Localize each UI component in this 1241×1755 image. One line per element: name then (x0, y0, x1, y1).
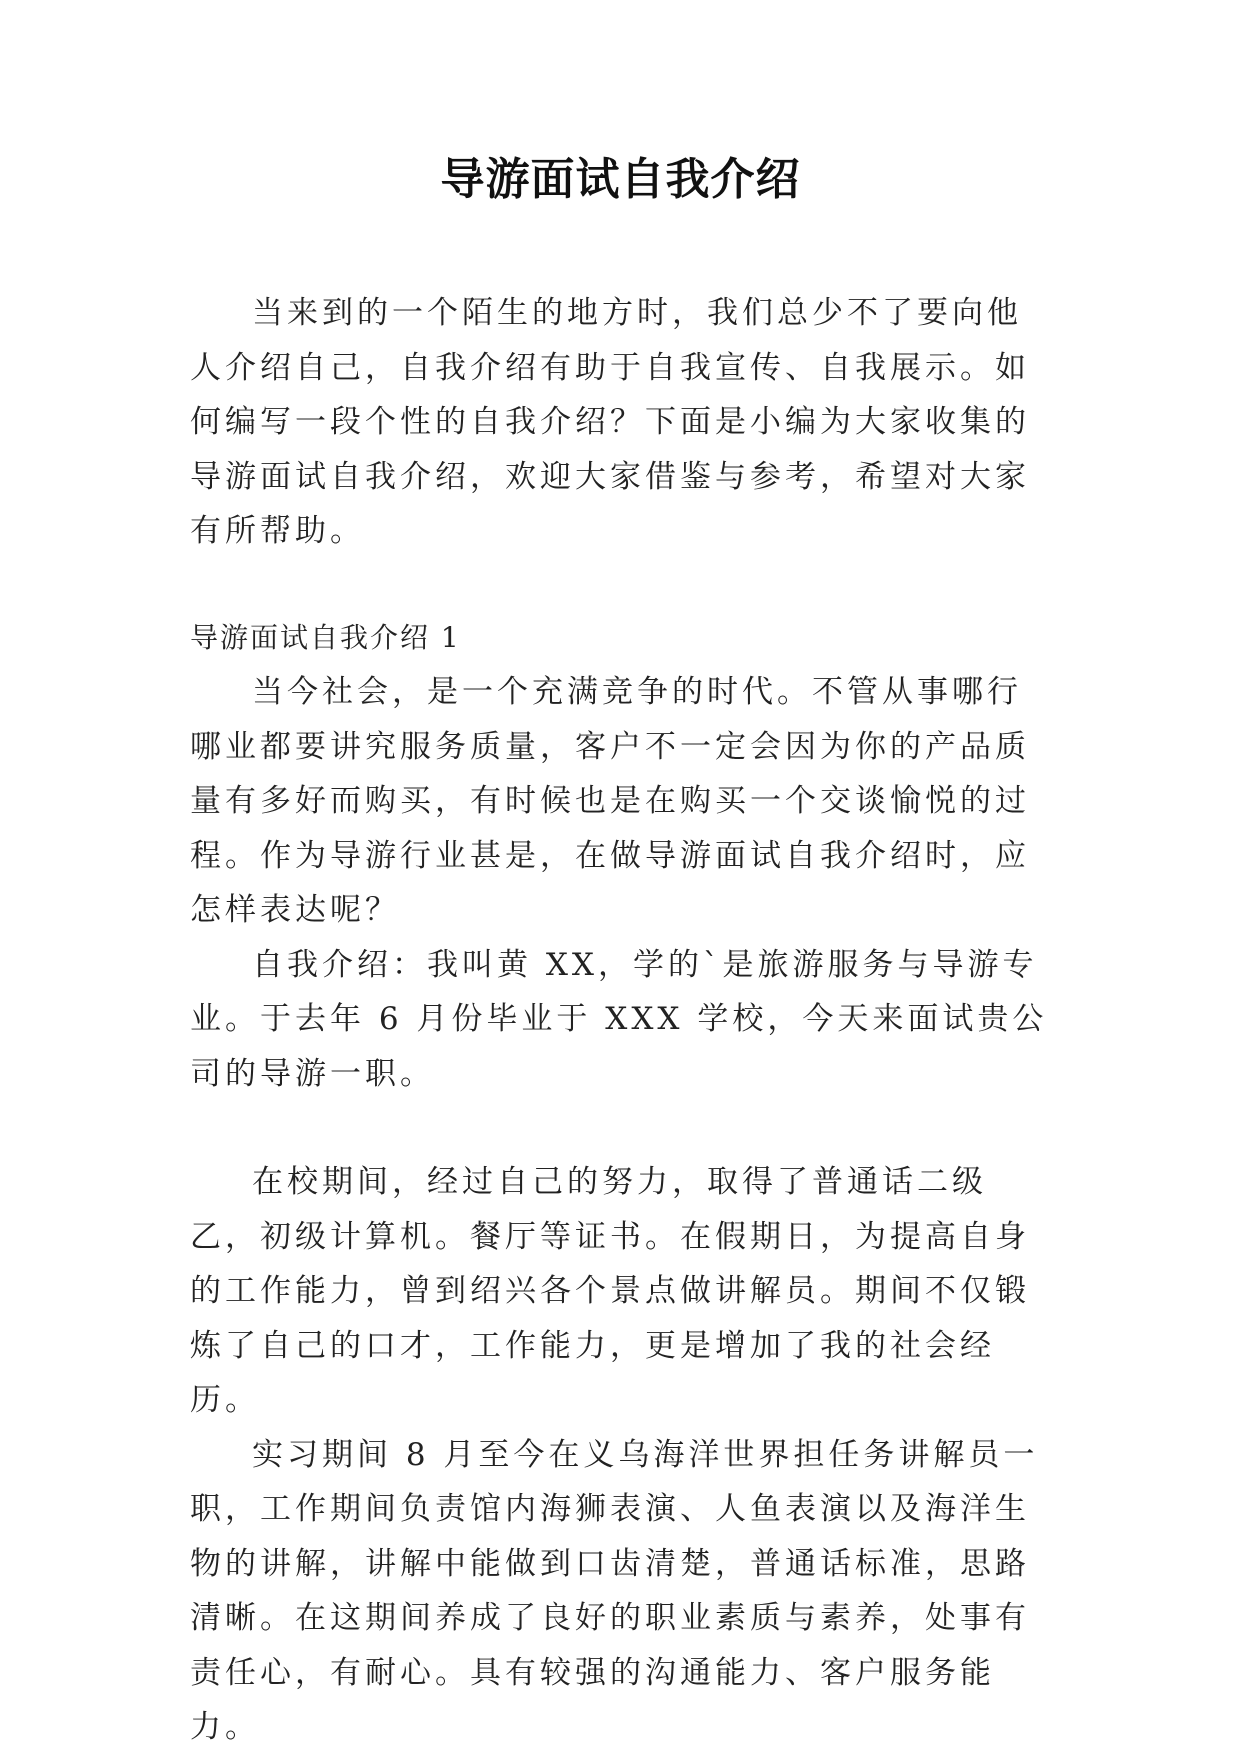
section-heading: 导游面试自我介绍 1 (190, 620, 461, 654)
intro-paragraph: 当来到的一个陌生的地方时，我们总少不了要向他人介绍自己，自我介绍有助于自我宣传、自我展示。如何编写一段个性的自我介绍？下面是小编为大家收集的导游面试自我介绍，欢迎大家借鉴与参考，希望对大家有所帮助。 (190, 295, 1030, 549)
body-paragraph: 当今社会，是一个充满竞争的时代。不管从事哪行哪业都要讲究服务质量，客户不一定会因为你的产品质量有多好而购买，有时候也是在购买一个交谈愉悦的过程。作为导游行业甚是，在做导游面试自我介绍时，应怎样表达呢？ (190, 674, 1030, 928)
body-paragraph: 在校期间，经过自己的努力，取得了普通话二级乙，初级计算机。餐厅等证书。在假期日，为提高自身的工作能力，曾到绍兴各个景点做讲解员。期间不仅锻炼了自己的口才，工作能力，更是增加了我的社会经历。 (190, 1164, 1030, 1418)
body-paragraph: 实习期间 8 月至今在义乌海洋世界担任务讲解员一职，工作期间负责馆内海狮表演、人鱼表演以及海洋生物的讲解，讲解中能做到口齿清楚，普通话标准，思路清晰。在这期间养成了良好的职业素质与素养，处事有责任心，有耐心。具有较强的沟通能力、客户服务能力。 (190, 1436, 1039, 1745)
body-paragraph: 自我介绍：我叫黄 XX，学的`是旅游服务与导游专业。于去年 6 月份毕业于 XXX 学校，今天来面试贵公司的导游一职。 (190, 946, 1048, 1092)
document-title: 导游面试自我介绍 (440, 154, 801, 205)
document-body (190, 286, 1050, 1755)
